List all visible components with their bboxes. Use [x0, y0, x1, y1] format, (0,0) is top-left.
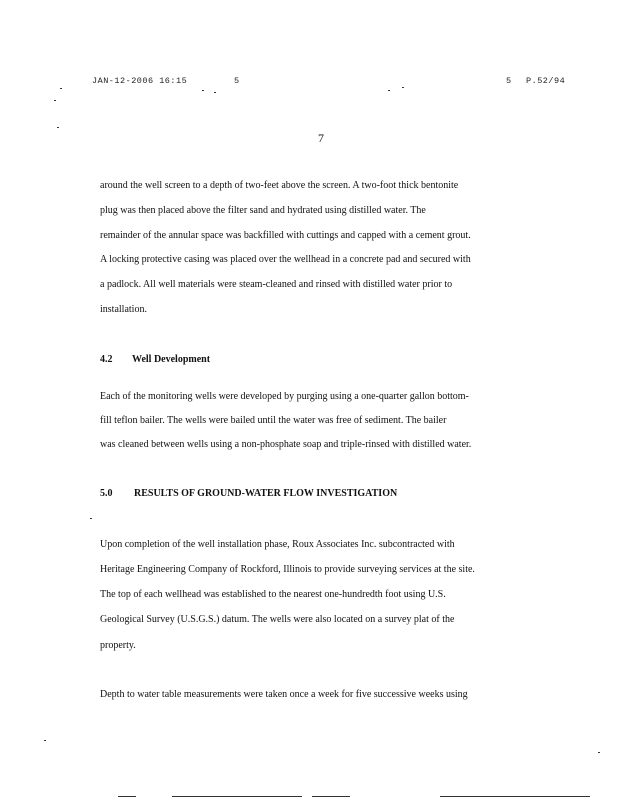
- paragraph-2-line: was cleaned between wells using a non-phosphate soap and triple-rinsed with distilled water.: [100, 439, 472, 450]
- paragraph-1-line: around the well screen to a depth of two-feet above the screen. A two-foot thick bentonite: [100, 180, 459, 191]
- paragraph-1-line: a padlock. All well materials were steam-cleaned and rinsed with distilled water prior to: [100, 279, 453, 290]
- scan-speck: [388, 90, 390, 91]
- paragraph-3-line: The top of each wellhead was established to the nearest one-hundredth foot using U.S.: [100, 589, 446, 600]
- section-number: 4.2: [100, 354, 113, 365]
- paragraph-1-line: installation.: [100, 304, 147, 315]
- fax-header-digit-right: 5: [506, 76, 512, 86]
- scan-edge-line: [118, 796, 136, 797]
- scan-speck: [90, 518, 92, 519]
- page-number: 7: [318, 131, 324, 145]
- scan-speck: [214, 92, 216, 93]
- section-heading: RESULTS OF GROUND-WATER FLOW INVESTIGATION: [134, 488, 398, 499]
- scan-speck: [44, 740, 46, 741]
- section-number: 5.0: [100, 488, 113, 499]
- paragraph-2-line: fill teflon bailer. The wells were bailed until the water was free of sediment. The bailer: [100, 415, 447, 426]
- paragraph-3-line: Heritage Engineering Company of Rockford, Illinois to provide surveying services at the site.: [100, 564, 475, 575]
- paragraph-3-line: Upon completion of the well installation phase, Roux Associates Inc. subcontracted with: [100, 539, 455, 550]
- fax-date-time: JAN-12-2006 16:15: [92, 76, 188, 86]
- paragraph-1-line: plug was then placed above the filter sand and hydrated using distilled water. The: [100, 205, 426, 216]
- scan-speck: [402, 87, 404, 88]
- scan-speck: [54, 100, 56, 101]
- paragraph-3-line: Geological Survey (U.S.G.S.) datum. The wells were also located on a survey plat of the: [100, 614, 455, 625]
- scan-speck: [57, 127, 59, 128]
- scan-edge-line: [440, 796, 590, 797]
- scan-speck: [598, 752, 600, 753]
- paragraph-3-line: property.: [100, 640, 136, 651]
- scan-edge-line: [172, 796, 302, 797]
- scan-edge-line: [312, 796, 350, 797]
- paragraph-4-line: Depth to water table measurements were taken once a week for five successive weeks using: [100, 689, 468, 700]
- paragraph-1-line: A locking protective casing was placed over the wellhead in a concrete pad and secured with: [100, 254, 471, 265]
- paragraph-2-line: Each of the monitoring wells were developed by purging using a one-quarter gallon bottom-: [100, 391, 469, 402]
- paragraph-1-line: remainder of the annular space was backfilled with cuttings and capped with a cement grout.: [100, 230, 471, 241]
- fax-page-count: P.52/94: [526, 76, 566, 86]
- scan-speck: [60, 88, 62, 89]
- fax-header-digit-left: 5: [234, 76, 240, 86]
- scan-speck: [202, 90, 204, 91]
- section-heading: Well Development: [132, 354, 211, 365]
